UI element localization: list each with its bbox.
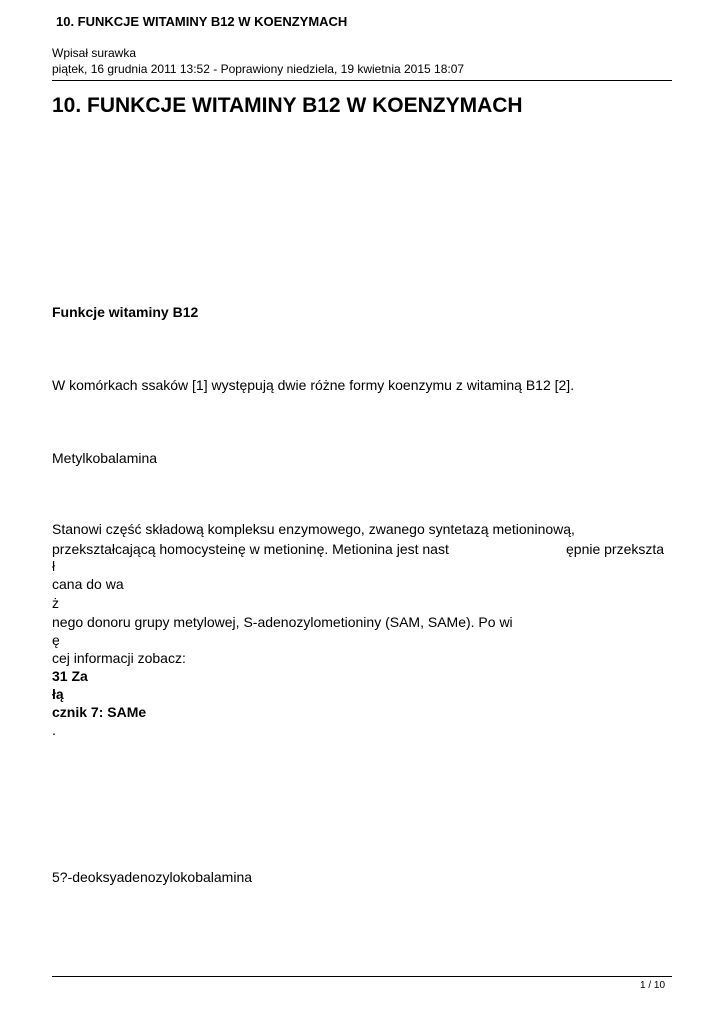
running-header-title: 10. FUNKCJE WITAMINY B12 W KOENZYMACH <box>56 14 348 29</box>
text-line-fragment: ępnie przekszta <box>566 541 665 557</box>
reference-line: cznik 7: SAMe <box>52 704 147 720</box>
header-divider <box>52 80 672 81</box>
form2-name: 5?-deoksyadenozylokobalamina <box>52 869 253 885</box>
reference-line: łą <box>52 686 64 702</box>
section-heading: Funkcje witaminy B12 <box>52 304 199 320</box>
text-line: przekształcającą homocysteinę w metioninę. Metionina jest nast <box>52 541 449 557</box>
form1-name: Metylkobalamina <box>52 450 158 466</box>
text-line: cana do wa <box>52 576 124 592</box>
text-line: . <box>52 722 56 738</box>
text-line: cej informacji zobacz: <box>52 650 186 666</box>
page-number: 1 / 10 <box>640 980 666 991</box>
text-line: nego donoru grupy metylowej, S-adenozylometioniny (SAM, SAMe). Po wi <box>52 614 513 630</box>
author-line: Wpisał surawka <box>52 46 137 60</box>
text-line: ł <box>52 558 56 574</box>
article-title: 10. FUNKCJE WITAMINY B12 W KOENZYMACH <box>52 94 523 117</box>
text-line: ę <box>52 632 60 648</box>
text-line: Stanowi część składową kompleksu enzymowego, zwanego syntetazą metioninową, <box>52 521 575 537</box>
intro-paragraph: W komórkach ssaków [1] występują dwie różne formy koenzymu z witaminą B12 [2]. <box>52 377 575 393</box>
text-line: ż <box>52 595 59 611</box>
footer-divider <box>52 976 672 977</box>
reference-line: 31 Za <box>52 668 88 684</box>
date-line: piątek, 16 grudnia 2011 13:52 - Poprawiony niedziela, 19 kwietnia 2015 18:07 <box>52 62 465 76</box>
